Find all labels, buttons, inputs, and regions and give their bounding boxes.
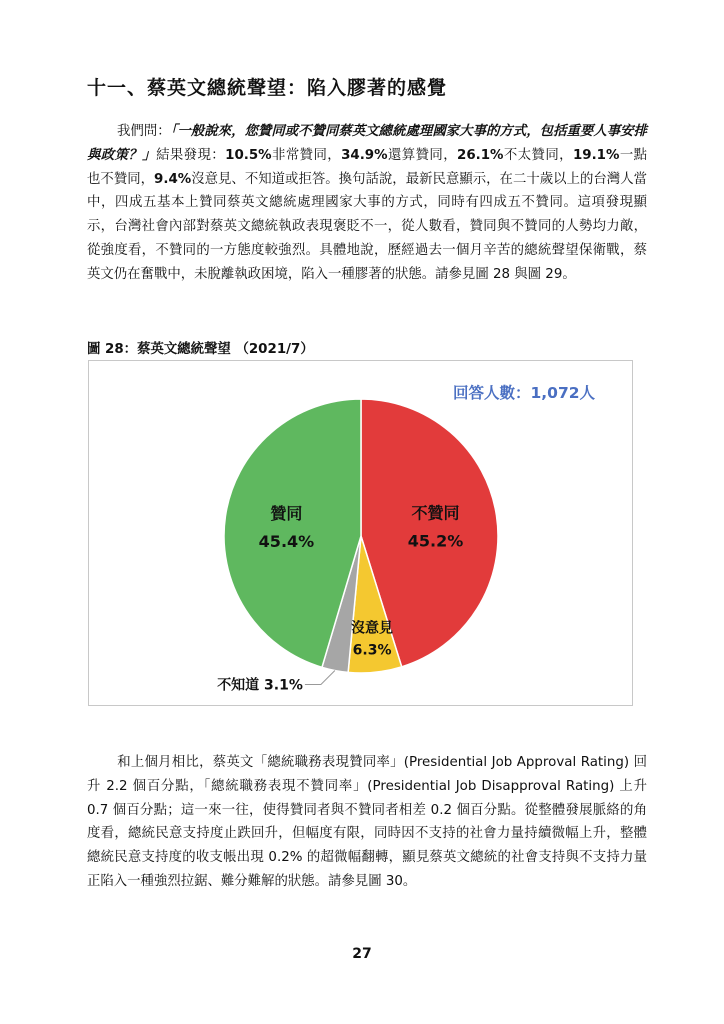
survey-question: 「一般說來，您贊同或不贊同蔡英文總統處理國家大事的方式，包括重要人事安排與政策？」	[87, 124, 647, 163]
section-heading: 十一、蔡英文總統聲望：陷入膠著的感覺	[87, 77, 448, 99]
slice-label-不贊同: 不贊同	[411, 503, 460, 523]
result-prefix: 結果發現：	[156, 147, 226, 163]
slice-label-不知道: 不知道 3.1%	[217, 677, 303, 694]
label-strongly-approve: 非常贊同，	[271, 147, 342, 163]
slice-label-贊同: 贊同	[270, 504, 303, 524]
stat-strongly-approve: 10.5%	[225, 147, 272, 163]
slice-label-沒意見: 沒意見	[351, 620, 394, 637]
question-lead: 我們問：	[117, 124, 171, 139]
slice-value-不贊同: 45.2%	[407, 531, 464, 551]
slice-value-贊同: 45.4%	[258, 532, 315, 552]
paragraph-body: 沒意見、不知道或拒答。換句話說，最新民意顯示，在二十歲以上的台灣人當中，四成五基本上贊同蔡英文總統處理國家大事的方式，同時有四成五不贊同。這項發現顯示，台灣社會內部對蔡英文總統執政表現褒貶不一，從人數看，贊同與不贊同的人勢均力敵，從強度看，不贊同的一方態度較強烈。具體地說，歷經過去一個月辛苦的總統聲望保衛戰，蔡英文仍在奮戰中，未脫離執政困境，陷入一種膠著的狀態。請參見圖 28 與圖 29。	[87, 171, 648, 282]
pie-chart-frame	[88, 360, 633, 706]
paragraph-comparison	[87, 751, 647, 894]
paragraph-survey-result	[87, 120, 647, 287]
stat-no-opinion: 9.4%	[154, 171, 192, 187]
figure-caption: 圖 28：蔡英文總統聲望 （2021/7）	[87, 342, 314, 357]
label-somewhat-approve: 還算贊同，	[387, 147, 457, 163]
stat-somewhat-disapprove: 26.1%	[457, 147, 504, 163]
comparison-text: 和上個月相比，蔡英文「總統職務表現贊同率」(Presidential Job Approval Rating) 回升 2.2 個百分點，「總統職務表現不贊同率」(Presidential Job Disapproval Rating) 上升 0.7 個百分點；這一來一往，使得贊同者與不贊同者相差 0.2 個百分點。從整體發展脈絡的角度看，總統民意支持度止跌回升，但幅度有限，同時因不支持的社會力量持續微幅上升，整體總統民意支持度的收支帳出現 0.2% 的超微幅翻轉，顯見蔡英文總統的社會支持與不支持力量正陷入一種強烈拉鋸、難分難解的狀態。請參見圖 30。	[87, 755, 647, 889]
pie-chart	[89, 361, 632, 705]
stat-strongly-disapprove: 19.1%	[572, 147, 620, 163]
page-number: 27	[352, 946, 372, 962]
label-strongly-disapprove: 一點也不贊同，	[87, 147, 648, 187]
slice-value-沒意見: 6.3%	[352, 642, 392, 659]
respondent-count-annotation: 回答人數：1,072人	[452, 384, 596, 402]
label-somewhat-disapprove: 不太贊同，	[503, 147, 573, 163]
leader-line-不知道	[305, 670, 335, 684]
stat-somewhat-approve: 34.9%	[341, 147, 388, 163]
